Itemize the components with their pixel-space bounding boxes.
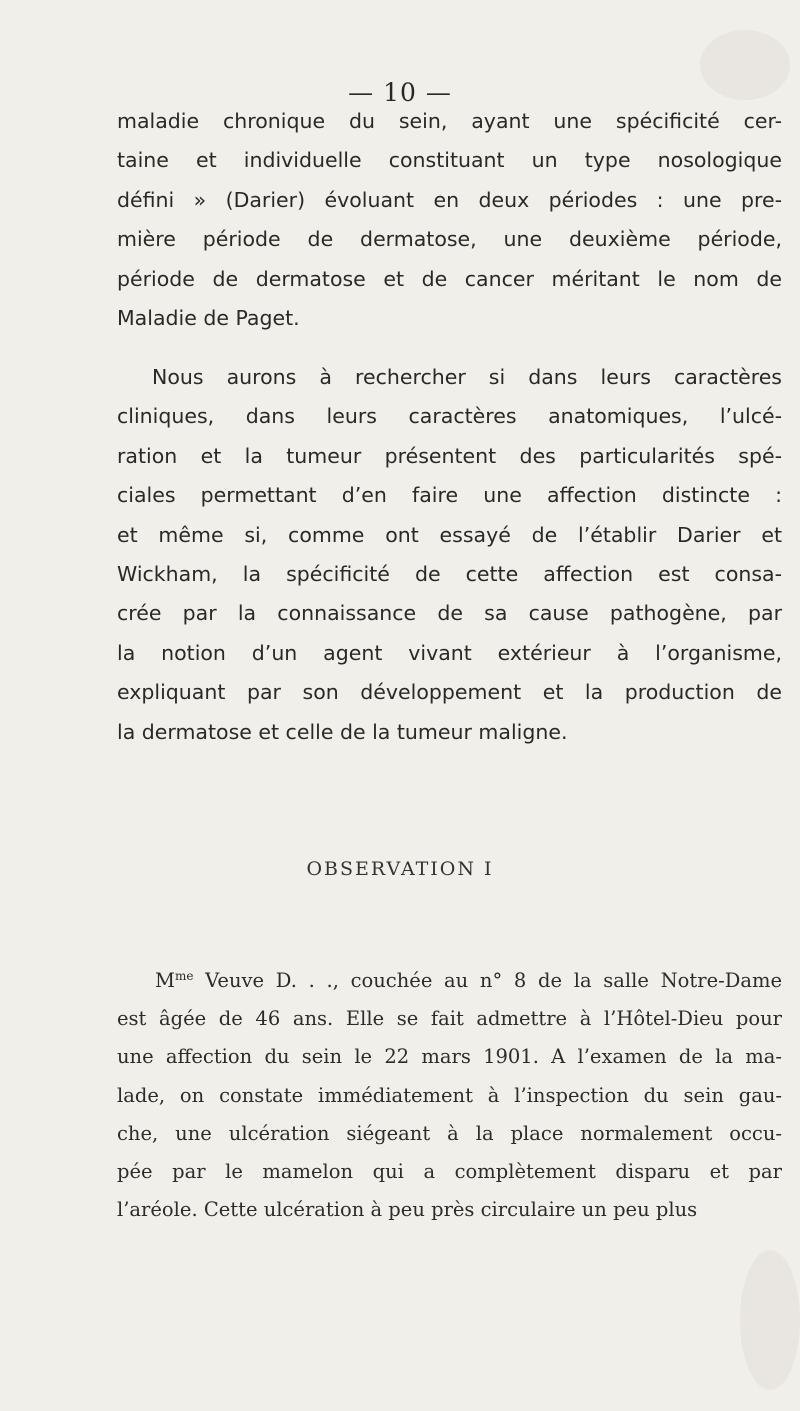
text-line (117, 962, 782, 1000)
text-line: période de dermatose et de cancer méritant le nom de (117, 266, 782, 291)
text-line: crée par la connaissance de sa cause pathogène, par (117, 601, 782, 626)
text-line: la notion d’un agent vivant extérieur à l’organisme, (117, 640, 782, 665)
paragraph-continuation (117, 102, 782, 338)
honorific: M (155, 969, 175, 992)
text-line: pée par le mamelon qui a complètement disparu et par (117, 1160, 782, 1184)
text-line: l’aréole. Cette ulcération à peu près circulaire un peu plus (117, 1198, 698, 1222)
text-line: Maladie de Paget. (117, 306, 300, 331)
text-line: une affection du sein le 22 mars 1901. A l’examen de la ma- (117, 1045, 782, 1069)
text-line: la dermatose et celle de la tumeur maligne. (117, 719, 568, 744)
text-line: Nous aurons à rechercher si dans leurs caractères (152, 365, 782, 389)
text-line: lade, on constate immédiatement à l’inspection du sein gau- (117, 1083, 782, 1107)
honorific-superscript: me (174, 969, 194, 983)
text-line: Wickham, la spécificité de cette affection est consa- (117, 562, 782, 587)
text-line: et même si, comme ont essayé de l’établir Darier et (117, 522, 782, 547)
text-fragment: Veuve D. . ., couchée au n° 8 de la salle Notre-Dame (193, 969, 782, 992)
page-number: — 10 — (348, 78, 452, 107)
text-line: expliquant par son développement et la production de (117, 680, 782, 705)
observation-paragraph (117, 962, 782, 1229)
text-line: che, une ulcération siégeant à la place normalement occu- (117, 1121, 782, 1145)
text-line: maladie chronique du sein, ayant une spécificité cer- (117, 109, 782, 133)
observation-heading: OBSERVATION I (306, 858, 494, 880)
text-line: taine et individuelle constituant un type nosologique (117, 148, 782, 173)
paragraph-nous-aurons (117, 358, 782, 752)
text-line: mière période de dermatose, une deuxième période, (117, 227, 782, 252)
paper-stain (740, 1250, 800, 1390)
text-line: cliniques, dans leurs caractères anatomiques, l’ulcé- (117, 404, 782, 429)
text-line: est âgée de 46 ans. Elle se fait admettre à l’Hôtel-Dieu pour (117, 1007, 782, 1031)
text-line: défini » (Darier) évoluant en deux périodes : une pre- (117, 187, 782, 212)
text-line: ration et la tumeur présentent des particularités spé- (117, 443, 782, 468)
text-line: ciales permettant d’en faire une affection distincte : (117, 483, 782, 508)
